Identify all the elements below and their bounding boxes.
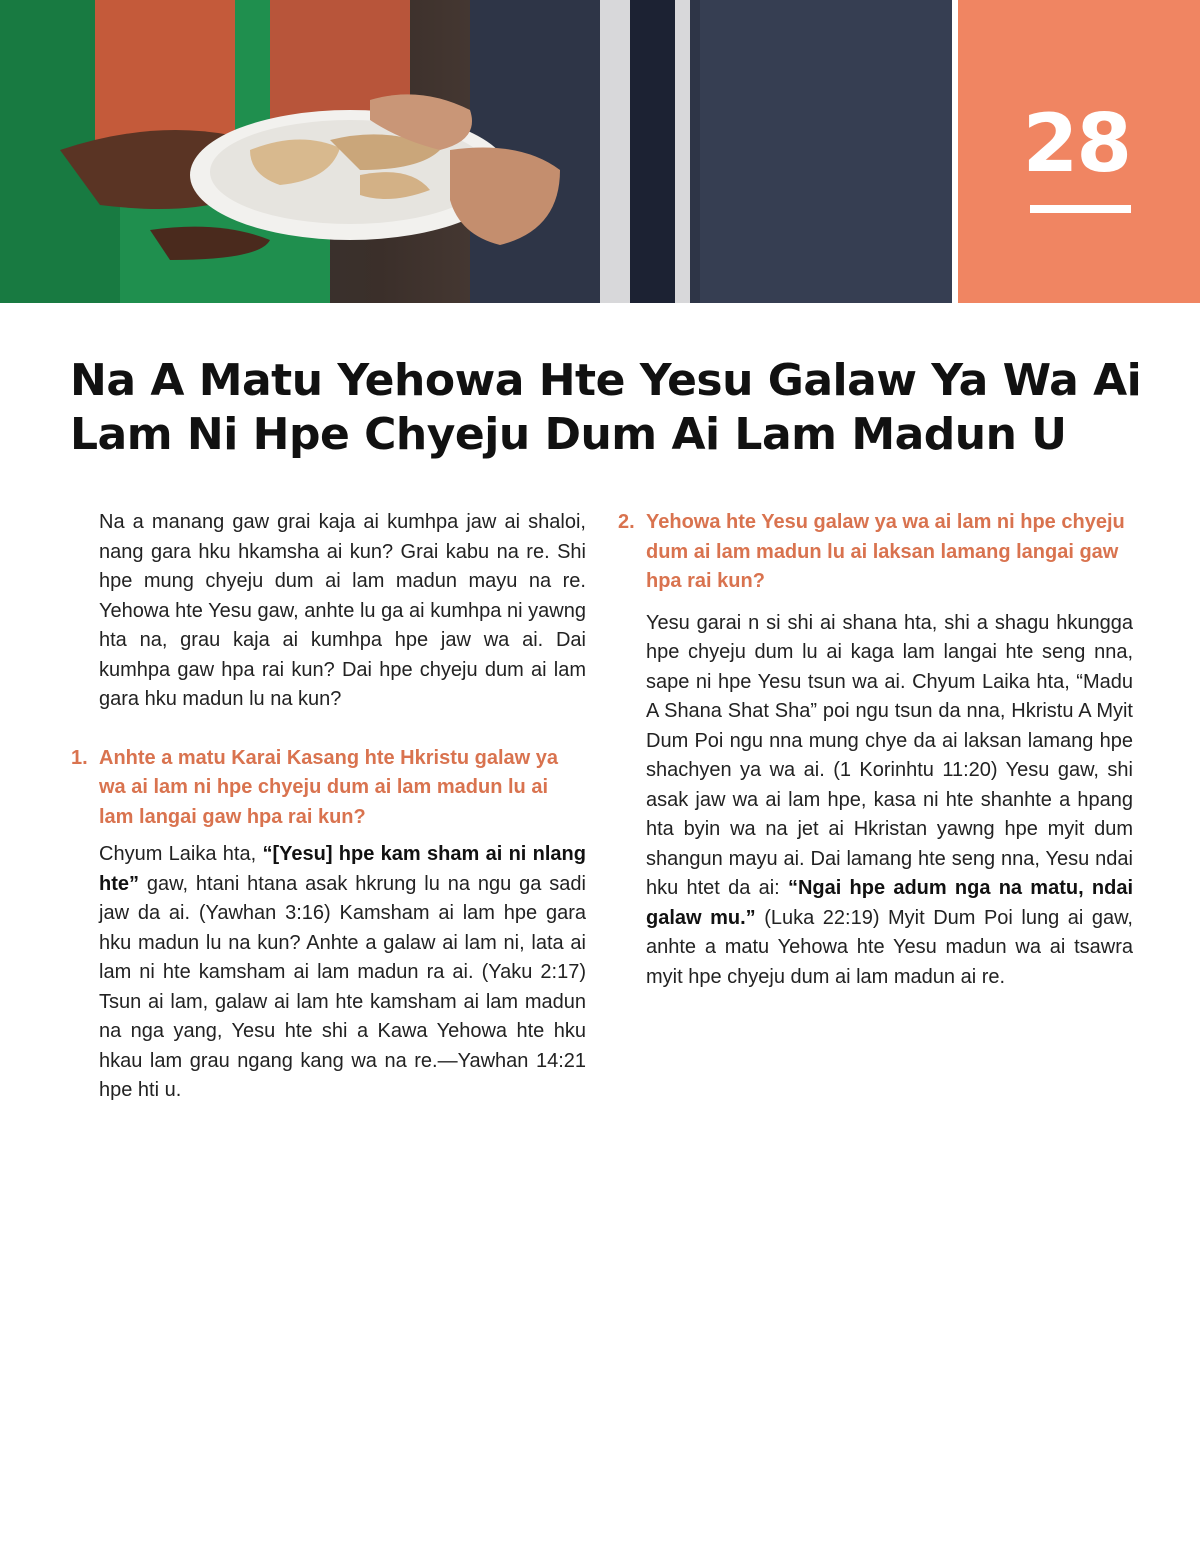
photo-illustration [0,0,952,303]
question-2 [618,508,1133,597]
answer-1-quote: “[Yesu] hpe kam sham ai ni nlang hte” [99,843,586,895]
answer-2-paragraph [646,609,1133,993]
lesson-title: Na A Matu Yehowa Hte Yesu Galaw Ya Wa Ai Lam Ni Hpe Chyeju Dum Ai Lam Madun U [70,355,1142,460]
answer-2-post: (Luka 22:19) Myit Dum Poi lung ai gaw, anhte a matu Yehowa hte Yesu madun wa ai tsawra myit hpe chyeju dum ai lam madun ai re. [646,906,1133,988]
answer-1-pre: Chyum Laika hta, [99,843,263,865]
lesson-number-badge [958,0,1200,303]
lesson-number: 28 [1022,97,1130,190]
badge-underline [1030,205,1131,213]
answer-2-pre: Yesu garai n si shi ai shana hta, shi a shagu hkungga hpe chyeju dum lu ai kaga lam langai hte seng nna, sape ni hpe Yesu tsun wa ai. Chyum Laika hta, “Madu A Shana Shat Sha” poi ngu tsun da nna, Hkristu A Myit Dum Poi ngu nna mung chye da ai laksan lamang hpe shachyen ya wa ai. (1 Korinhtu 11:20) Yesu gaw, shi asak jaw wa ai lam hpe, kasa ni hte shanhte a hpang hta byin wa na jet ai Hkristan yawng hpe myit dum shangun mayu ai. Dai lamang hte seng nna, Yesu ndai hku htet da ai: [646,611,1133,899]
right-column [618,508,1133,992]
question-1 [71,744,586,833]
header-photo [0,0,952,303]
answer-1-paragraph [99,840,586,1106]
question-1-text: Anhte a matu Karai Kasang hte Hkristu galaw ya wa ai lam ni hpe chyeju dum ai lam madun lu ai lam langai gaw hpa rai kun? [99,746,559,828]
left-column [71,508,586,1106]
question-1-number: 1. [71,746,88,769]
answer-2-quote: “Ngai hpe adum nga na matu, ndai galaw mu.” [646,877,1133,929]
tie [630,0,675,303]
question-2-text: Yehowa hte Yesu galaw ya wa ai lam ni hpe chyeju dum ai lam madun lu ai laksan lamang langai gaw hpa rai kun? [646,511,1125,592]
intro-paragraph: Na a manang gaw grai kaja ai kumhpa jaw ai shaloi, nang gara hku hkamsha ai kun? Grai kabu na re. Shi hpe mung chyeju dum ai lam madun mayu na re. Yehowa hte Yesu gaw, anhte lu ga ai kumhpa ni yawng hta na, grau kaja ai kumhpa hpe jaw wa ai. Dai kumhpa gaw hpa rai kun? Dai hpe chyeju dum ai lam gara hku madun lu na kun? [99,511,586,710]
question-2-number: 2. [618,511,635,533]
answer-1-post: gaw, htani htana asak hkrung lu na ngu ga sadi jaw da ai. (Yawhan 3:16) Kamsham ai lam hpe gara hku madun lu na kun? Anhte a galaw ai lam ni, lata ai lam ni hte kamsham ai lam madun ra ai. (Yaku 2:17) Tsun ai lam, galaw ai lam hte kamsham ai lam madun na nga yang, Yesu hte shi a Kawa Yehowa hte hku hkau lam grau ngang kang wa na re.—Yawhan 14:21 hpe hti u. [99,872,586,1101]
